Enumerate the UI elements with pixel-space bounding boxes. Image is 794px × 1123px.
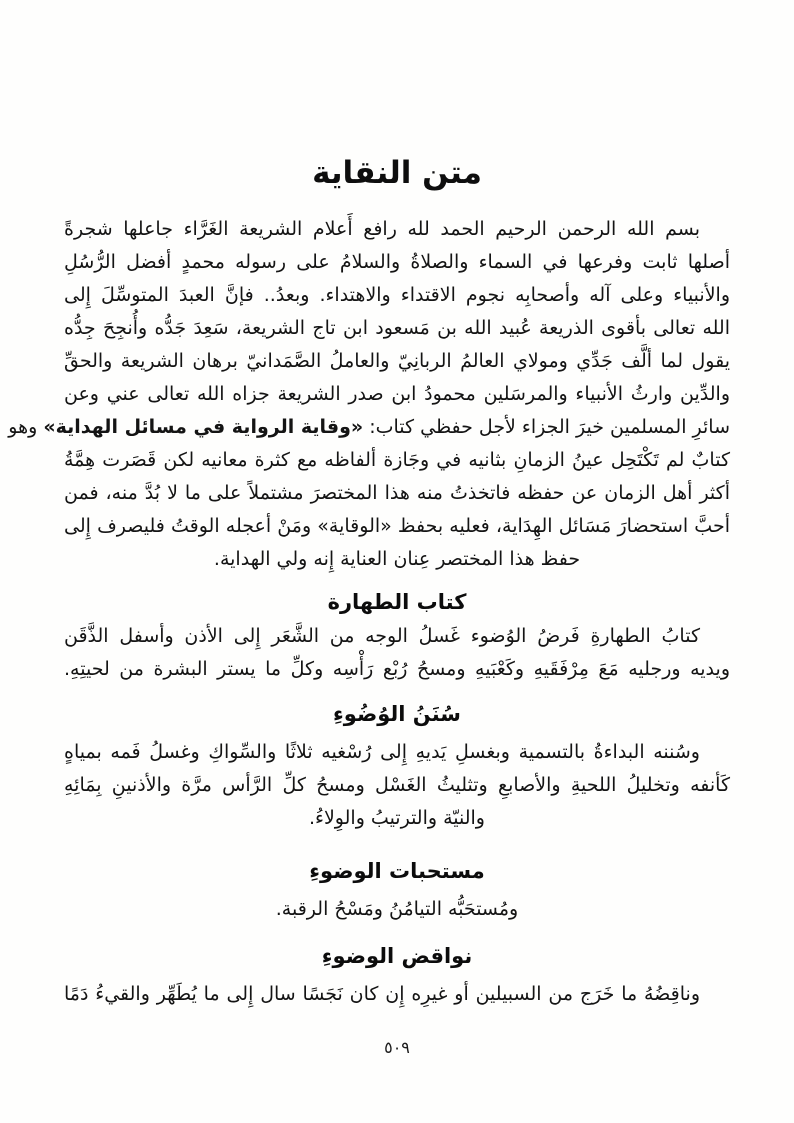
text-line: أكثر أهل الزمان عن حفظه فاتخذتُ منه هذا المختصرَ مشتملاً على ما لا بُدَّ منه، فمن [64,482,730,504]
text-line: بسم الله الرحمن الرحيم الحمد لله رافع أَعلام الشريعة الغَرَّاء جاعلها شجرةً [64,218,700,240]
section-heading-kitab-al-taharah: كتاب الطهارة [327,590,467,614]
text-line [8,411,730,444]
page-title: متن النقاية [312,155,482,191]
section-mustahabbat-al-wudu [64,893,730,926]
text-line: والأنبياء وعلى آله وأصحابِه نجوم الاقتداء والاهتداء. وبعدُ.. فإنَّ العبدَ المتوسِّلَ إِلى [64,284,730,306]
text-line: والنيّة والترتيبُ والوِلاءُ. [309,807,485,829]
text-line: أحبَّ استحضارَ مَسَائل الهِدَاية، فعليه بحفظ «الوقاية» ومَنْ أعجله الوقتُ فليصرف إِلى [64,515,730,537]
page-content [8,0,730,1058]
text-segment: وهو [8,416,44,438]
section-kitab-al-taharah [64,620,730,686]
text-line: كتابٌ لم تَكْتَحِل عينُ الزمانِ بثانيه في وجَازة ألفاظه مع كثرة معانيه لكن قَصَرت هِمَّةُ [64,449,730,471]
text-line: الله تعالى بأقوى الذريعة عُبيد الله بن مَسعود ابن تاج الشريعة، سَعِدَ جَدُّه وأُنجِحَ جِدُّه [64,317,730,339]
text-line: أصلها ثابت وفرعها في السماء والصلاةُ والسلامُ على رسوله محمدٍ أفضل الرُّسُلِ [64,251,730,273]
text-line: حفظ هذا المختصر عِنان العناية إِنه ولي الهداية. [213,548,581,570]
section-heading-sunan-al-wudu: سُنَنُ الوُضُوءِ [333,702,461,726]
section-heading-mustahabbat-al-wudu: مستحبات الوضوءِ [309,859,485,883]
text-line: يقول لما ألَّف جَدِّي ومولاي العالمُ الربانِيّ والعاملُ الصَّمَدانيّ برهان الشريعة والحقِّ [64,350,730,372]
text-line: كتابُ الطهارةِ فَرضُ الوُضوء غَسلُ الوجه من الشَّعَر إِلى الأذن وأسفل الذَّقَن [64,625,700,647]
text-line: وسُننه البداءةُ بالتسمية وبغسلِ يَديهِ إِلى رُسْغيه ثلاثًا والسِّواكِ وغسلُ فَمه بمياهٍ [64,741,700,763]
text-line: كَأنفه وتخليلُ اللحيةِ والأصابعِ وتثليثُ الغَسْل ومسحُ كلِّ الرَّأس مرَّة والأذنينِ بِمَائِهِ [64,774,730,796]
text-line: ويديه ورجليه مَعَ مِرْفَقَيهِ وكَعْبَيهِ ومسحُ رُبْع رَأْسِه وكلِّ ما يستر البشرة من لحيتِهِ. [64,658,730,680]
section-sunan-al-wudu [64,736,730,835]
text-line: والدِّين وارثُ الأنبياء والمرسَلين محمودُ ابن صدر الشريعة جزاه الله تعالى عني وعن [64,383,730,405]
text-line: وناقِضُهُ ما خَرَج من السبيلين أو غيرِه إِن كان نَجَسًا سال إِلى ما يُطَهِّر والقيءُ دَمًا [64,983,700,1005]
text-line: ومُستحَبُّه التيامُنُ ومَسْحُ الرقبة. [275,898,519,920]
book-title-highlight: «وقاية الرواية في مسائل الهداية» [43,416,364,438]
intro-paragraph [8,213,730,576]
section-nawaqid-al-wudu [64,978,730,1011]
section-heading-nawaqid-al-wudu: نواقض الوضوءِ [321,944,473,968]
page-number: ٥٠٩ [384,1038,410,1057]
text-segment: سائرِ المسلمين خيرَ الجزاء لأجل حفظي كتاب: [363,416,730,438]
